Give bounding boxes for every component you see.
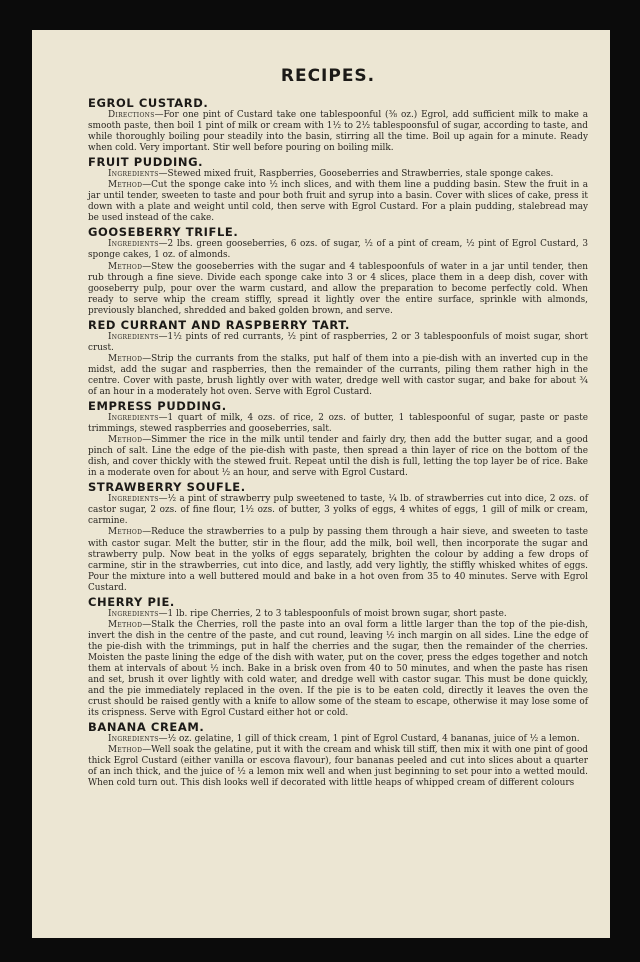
recipe-strawberry-soufle	[88, 480, 588, 593]
section-text: —For one pint of Custard take one tablespoonful (⅜ oz.) Egrol, add sufficient milk to make a smooth paste, then boil 1 pint of milk or cream with 1½ to 2½ tablespoonsful of sugar, according to taste, and while thoroughly boiling pour steadily into the basin, stirring all the time. Boil up again for a minute. Ready when cold. Very important. Stir well before pouring on boiling milk.	[88, 110, 588, 154]
recipe-method-paragraph	[88, 435, 588, 479]
recipe-ingredients-paragraph	[88, 734, 588, 745]
section-text: —1 lb. ripe Cherries, 2 to 3 tablespoonfuls of moist brown sugar, short paste.	[158, 608, 507, 619]
recipe-method-paragraph	[88, 354, 588, 398]
recipe-title: EMPRESS PUDDING.	[88, 399, 227, 414]
recipe-method-paragraph	[88, 180, 588, 224]
recipe-method-paragraph	[88, 527, 588, 593]
section-label: Ingredients	[108, 494, 159, 505]
recipe-empress-pudding	[88, 399, 588, 479]
recipe-title: RED CURRANT AND RASPBERRY TART.	[88, 317, 350, 332]
section-text: —½ a pint of strawberry pulp sweetened to taste, ¼ lb. of strawberries cut into dice, 2 ozs. of castor sugar, 2 ozs. of fine flour, 1½ ozs. of butter, 3 yolks of eggs, 4 whites of eggs, 1 gill of milk or cream, carmine.	[88, 494, 588, 527]
recipe-fruit-pudding	[88, 155, 588, 224]
section-text: —2 lbs. green gooseberries, 6 ozs. of sugar, ½ of a pint of cream, ½ pint of Egrol Custard, 3 sponge cakes, 1 oz. of almonds.	[88, 239, 588, 261]
recipe-directions-paragraph	[88, 110, 588, 154]
section-text: —Strip the currants from the stalks, put half of them into a pie-dish with an inverted cup in the midst, add the sugar and raspberries, then the remainder of the currants, piling them rather high in the centre. Cover with paste, brush lightly over with water, dredge well with castor sugar, and bake for about ¾ of an hour in a moderately hot oven. Serve with Egrol Custard.	[88, 353, 588, 397]
section-text: —Simmer the rice in the milk until tender and fairly dry, then add the butter sugar, and a good pinch of salt. Line the edge of the pie-dish with paste, then spread a thin layer of rice on the bottom of the dish, and cover thickly with the stewed fruit. Repeat until the dish is full, letting the top layer be of rice. Bake in a moderate oven for about ½ an hour, and serve with Egrol Custard.	[88, 435, 588, 479]
recipe-method-paragraph	[88, 620, 588, 719]
recipe-gooseberry-trifle	[88, 225, 588, 316]
section-label: Method	[108, 619, 143, 630]
section-text: —Stalk the Cherries, roll the paste into an oval form a little larger than the top of the pie-dish, invert the dish in the centre of the paste, and cut round, leaving ½ inch margin on all sides. Line the edge of the pie-dish with the trimmings, put in half the cherries and the sugar, then the remainder of the cherries. Moisten the paste lining the edge of the dish with water, put on the cover, press the edges together and notch them at intervals of about ½ inch. Bake in a brisk oven from 40 to 50 minutes, and when the paste has risen and set, brush it over lightly with cold water, and dredge well with castor sugar. This must be done quickly, and the pie immediately replaced in the oven. If the pie is to be eaten cold, directly it leaves the oven the crust should be raised gently with a knife to allow some of the steam to escape, otherwise it may lose some of its crispness. Serve with Egrol Custard either hot or cold.	[88, 619, 588, 719]
recipe-ingredients-paragraph	[88, 169, 588, 180]
recipe-ingredients-paragraph	[88, 494, 588, 527]
recipe-ingredients-paragraph	[88, 609, 588, 620]
section-text: —Stewed mixed fruit, Raspberries, Gooseberries and Strawberries, stale sponge cakes.	[158, 169, 554, 180]
recipe-egrol-custard	[88, 96, 588, 154]
section-text: —Cut the sponge cake into ½ inch slices, and with them line a pudding basin. Stew the fruit in a jar until tender, sweeten to taste and pour both fruit and syrup into a basin. Cover with slices of cake, press it down with a plate and weight until cold, then serve with Egrol Custard. For a plain pudding, stalebread may be used instead of the cake.	[88, 180, 588, 224]
recipe-ingredients-paragraph	[88, 413, 588, 435]
recipe-cherry-pie	[88, 595, 588, 719]
section-text: —Stew the gooseberries with the sugar and 4 tablespoonfuls of water in a jar until tender, then rub through a fine sieve. Divide each sponge cake into 3 or 4 slices, place them in a deep dish, cover with gooseberry pulp, pour over the warm custard, and allow the preparation to become perfectly cold. When ready to serve whip the cream stiffly, spread it lightly over the entire surface, sprinkle with almonds, previously blanched, shredded and baked golden brown, and serve.	[88, 261, 588, 316]
section-label: Ingredients	[108, 608, 159, 619]
section-text: —½ oz. gelatine, 1 gill of thick cream, 1 pint of Egrol Custard, 4 bananas, juice of ½ a lemon.	[158, 734, 580, 745]
recipe-title: GOOSEBERRY TRIFLE.	[88, 225, 239, 240]
section-label: Method	[108, 745, 143, 756]
section-label: Directions	[108, 110, 155, 120]
recipe-method-paragraph	[88, 745, 588, 789]
recipe-title: FRUIT PUDDING.	[88, 155, 204, 170]
section-text: —1½ pints of red currants, ½ pint of raspberries, 2 or 3 tablespoonfuls of moist sugar, short crust.	[88, 331, 588, 353]
recipe-banana-cream	[88, 720, 588, 789]
recipe-title: CHERRY PIE.	[88, 594, 175, 609]
section-label: Method	[108, 527, 143, 538]
section-label: Ingredients	[108, 413, 159, 424]
section-label: Method	[108, 435, 143, 446]
recipe-ingredients-paragraph	[88, 239, 588, 261]
section-label: Ingredients	[108, 239, 159, 250]
section-text: —Well soak the gelatine, put it with the cream and whisk till stiff, then mix it with one pint of good thick Egrol Custard (either vanilla or escova flavour), four bananas peeled and cut into slices about a quarter of an inch thick, and the juice of ½ a lemon mix well and when just beginning to set pour into a wetted mould. When cold turn out. This dish looks well if decorated with little heaps of whipped cream of different colours	[88, 745, 588, 789]
section-label: Ingredients	[108, 169, 159, 180]
section-text: —1 quart of milk, 4 ozs. of rice, 2 ozs. of butter, 1 tablespoonful of sugar, paste or paste trimmings, stewed raspberries and gooseberries, salt.	[88, 413, 588, 435]
section-label: Method	[108, 261, 143, 272]
recipe-title: BANANA CREAM.	[88, 720, 205, 735]
recipe-title: EGROL CUSTARD.	[88, 96, 209, 110]
section-text: —Reduce the strawberries to a pulp by passing them through a hair sieve, and sweeten to taste with castor sugar. Melt the butter, stir in the flour, add the milk, boil well, then incorporate the sugar and strawberry pulp. Now beat in the yolks of eggs separately, brighten the colour by adding a few drops of carmine, stir in the strawberries, cut into dice, and lastly, add very lightly, the stiffly whisked whites of eggs. Pour the mixture into a well buttered mould and bake in a hot oven from 35 to 40 minutes. Serve with Egrol Custard.	[88, 527, 588, 593]
recipe-method-paragraph	[88, 262, 588, 317]
page-title: RECIPES.	[280, 66, 376, 86]
section-label: Method	[108, 353, 143, 364]
section-label: Ingredients	[108, 734, 159, 745]
section-label: Method	[108, 180, 143, 191]
recipe-red-currant-and-raspberry-tart	[88, 318, 588, 398]
section-label: Ingredients	[108, 331, 159, 342]
recipe-sheet	[32, 30, 610, 938]
recipe-list	[88, 96, 588, 789]
recipe-ingredients-paragraph	[88, 332, 588, 354]
recipe-title: STRAWBERRY SOUFLE.	[88, 480, 246, 495]
